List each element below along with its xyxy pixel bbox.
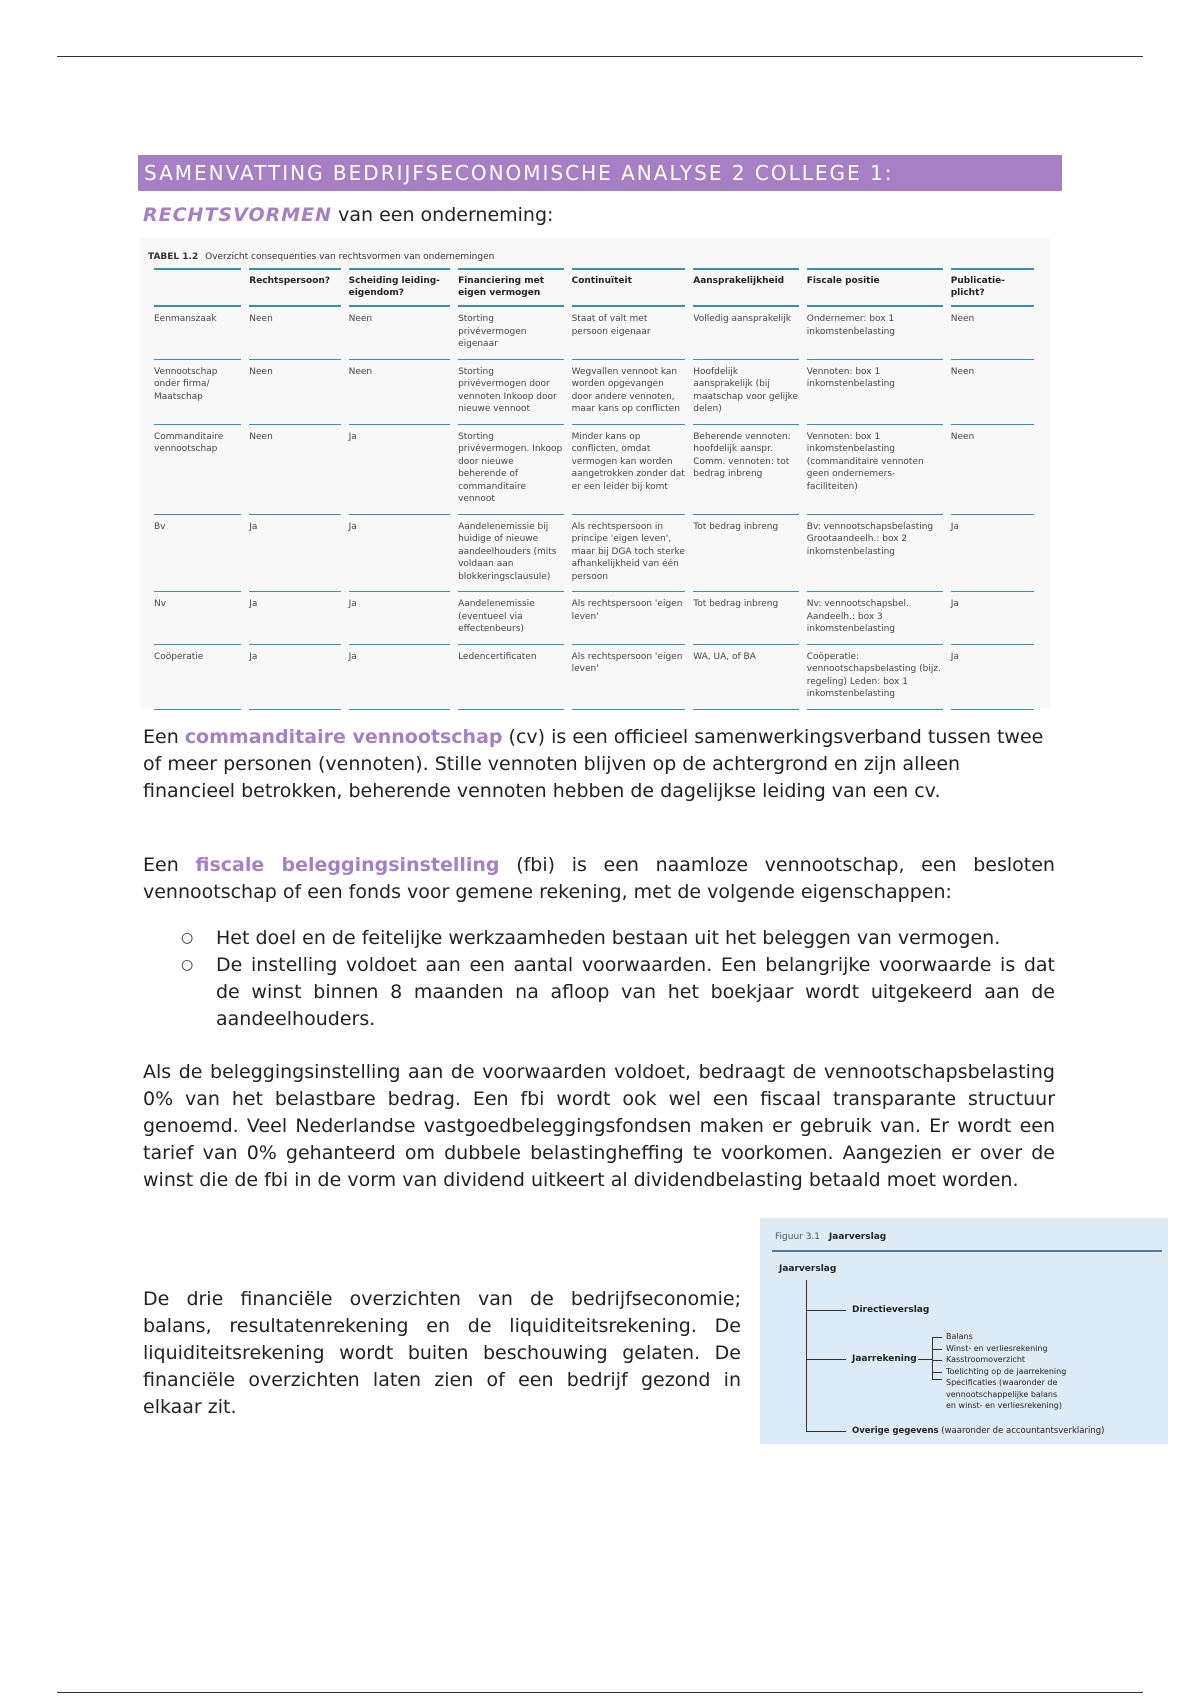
table-cell: Nv: vennootschapsbel. Aandeelh.: box 3 inkomstenbelasting bbox=[807, 592, 943, 645]
table-row bbox=[154, 645, 1034, 710]
legal-forms-table bbox=[146, 268, 1042, 710]
cv-paragraph bbox=[143, 724, 1055, 805]
table-row bbox=[154, 425, 1034, 515]
table-cell: Vennoten: box 1 inkomstenbelasting (commanditaire vennoten geen ondernemers-faciliteiten) bbox=[807, 425, 943, 515]
table-header-cell: Continuïteit bbox=[572, 268, 686, 307]
table-cell: Neen bbox=[951, 425, 1034, 515]
table-cell: Bv bbox=[154, 515, 241, 593]
table-cell: Wegvallen vennoot kan worden opgevangen door andere vennoten, maar kans op conflicten bbox=[572, 360, 686, 425]
cv-term: commanditaire vennootschap bbox=[184, 726, 503, 748]
figure-label: Figuur 3.1 bbox=[775, 1232, 821, 1242]
table-cell: Volledig aansprakelijk bbox=[693, 307, 799, 360]
table-cell: Hoofdelijk aansprakelijk (bij maatschap voor gelijke delen) bbox=[693, 360, 799, 425]
figure-title-text: Jaarverslag bbox=[828, 1232, 887, 1242]
table-cell: Neen bbox=[951, 307, 1034, 360]
figure-item: Balans bbox=[946, 1332, 973, 1341]
overview-paragraph: De drie financiële overzichten van de bedrijfseconomie; balans, resultatenrekening en de liquiditeitsrekening. De liquiditeitsrekening wordt buiten beschouwing gelaten. De financiële overzichten laten zien of een bedrijf gezond in elkaar zit. bbox=[143, 1288, 741, 1418]
table-cell: Nv bbox=[154, 592, 241, 645]
table-cell: Beherende vennoten: hoofdelijk aanspr. Comm. vennoten: tot bedrag inbreng bbox=[693, 425, 799, 515]
table-header-cell: Publicatie-plicht? bbox=[951, 268, 1034, 307]
tree-leaf-line bbox=[932, 1379, 942, 1380]
fbi-term: fiscale beleggingsinstelling bbox=[195, 854, 500, 876]
figure-overige-rest: (waaronder de accountantsverklaring) bbox=[941, 1426, 1105, 1436]
table-cell: Aandelenemissie (eventueel via effectenbeurs) bbox=[458, 592, 564, 645]
figure-item: Specificaties (waaronder de bbox=[946, 1378, 1058, 1387]
table-cell: Als rechtspersoon in principe 'eigen leven', maar bij DGA toch sterke afhankelijkheid van één persoon bbox=[572, 515, 686, 593]
table-cell: Commanditaire vennootschap bbox=[154, 425, 241, 515]
table-cell: Ja bbox=[249, 645, 340, 710]
circle-bullet-icon: ○ bbox=[181, 930, 194, 946]
table-header-cell bbox=[154, 268, 241, 307]
table-caption-text: Overzicht consequenties van rechtsvormen van ondernemingen bbox=[205, 252, 495, 262]
table-row bbox=[154, 360, 1034, 425]
table-cell: Ja bbox=[951, 592, 1034, 645]
table-cell: Tot bedrag inbreng bbox=[693, 592, 799, 645]
table-cell: Aandelenemissie bij huidige of nieuwe aandeelhouders (mits voldaan aan blokkeringsclausule) bbox=[458, 515, 564, 593]
table-header-row bbox=[154, 268, 1034, 307]
table-cell: Als rechtspersoon 'eigen leven' bbox=[572, 592, 686, 645]
fbi-paragraph bbox=[143, 852, 1055, 906]
table-cell: Neen bbox=[249, 425, 340, 515]
figure-item: Toelichting op de jaarrekening bbox=[946, 1366, 1067, 1376]
circle-bullet-icon: ○ bbox=[181, 957, 194, 973]
table-cell: Ledencertificaten bbox=[458, 645, 564, 710]
list-item bbox=[143, 952, 1055, 1033]
figure-jaarrekening-items bbox=[946, 1331, 1066, 1412]
table-cell: Neen bbox=[249, 307, 340, 360]
table-header-cell: Fiscale positie bbox=[807, 268, 943, 307]
table-cell: Ja bbox=[951, 515, 1034, 593]
header-rule bbox=[57, 56, 1143, 57]
table-header-cell: Rechtspersoon? bbox=[249, 268, 340, 307]
figure-item: Kasstroomoverzicht bbox=[946, 1355, 1026, 1364]
tax-paragraph: Als de beleggingsinstelling aan de voorwaarden voldoet, bedraagt de vennootschapsbelasting 0% van het belastbare bedrag. Een fbi wordt ook wel een fiscaal transparante structuur genoemd. Veel Nederlandse vastgoedbeleggingsfondsen maken er gebruik van. Er wordt een tarief van 0% gehanteerd om dubbele belastingheffing te voorkomen. Aangezien er over de winst die de fbi in de vorm van dividend uitkeert al dividendbelasting betaald moet worden. bbox=[143, 1061, 1055, 1191]
table-header-cell: Aansprakelijkheid bbox=[693, 268, 799, 307]
subheading-accent: RECHTSVORMEN bbox=[143, 204, 333, 226]
table-cell: Neen bbox=[951, 360, 1034, 425]
table-cell: Staat of valt met persoon eigenaar bbox=[572, 307, 686, 360]
figure-rule bbox=[772, 1250, 1162, 1252]
table-header-cell: Financiering met eigen vermogen bbox=[458, 268, 564, 307]
table-cell: Tot bedrag inbreng bbox=[693, 515, 799, 593]
table-cell: Ja bbox=[951, 645, 1034, 710]
tree-branch-line bbox=[806, 1359, 846, 1360]
figure-title bbox=[775, 1232, 886, 1242]
table-cell: Als rechtspersoon 'eigen leven' bbox=[572, 645, 686, 710]
figure-directie-label: Directieverslag bbox=[852, 1305, 930, 1315]
figure-item: vennootschappelijke balans bbox=[946, 1389, 1058, 1399]
figure-jaarrekening-label: Jaarrekening bbox=[852, 1354, 917, 1364]
table-cell: Ja bbox=[349, 515, 450, 593]
table-cell: WA, UA, of BA bbox=[693, 645, 799, 710]
cv-pre: Een bbox=[143, 726, 179, 748]
table-cell: Vennootschap onder firma/ Maatschap bbox=[154, 360, 241, 425]
fbi-properties-list bbox=[143, 925, 1055, 1033]
figure-item: en winst- en verliesrekening) bbox=[946, 1401, 1062, 1410]
figure-overige-label bbox=[852, 1426, 1104, 1436]
table-cell: Coöperatie: vennootschapsbelasting (bijz. regeling) Leden: box 1 inkomstenbelasting bbox=[807, 645, 943, 710]
table-header-cell: Scheiding leiding-eigendom? bbox=[349, 268, 450, 307]
table-cell: Storting privévermogen door vennoten Inkoop door nieuwe vennoot bbox=[458, 360, 564, 425]
table-cell: Ondernemer: box 1 inkomstenbelasting bbox=[807, 307, 943, 360]
table-caption bbox=[148, 252, 494, 262]
table-cell: Neen bbox=[249, 360, 340, 425]
table-cell: Bv: vennootschapsbelasting Grootaandeelh.: box 2 inkomstenbelasting bbox=[807, 515, 943, 593]
subheading-rest: van een onderneming: bbox=[338, 204, 554, 226]
legal-forms-table-image bbox=[140, 238, 1050, 708]
table-row bbox=[154, 307, 1034, 360]
tree-branch-line bbox=[918, 1359, 932, 1360]
table-cell: Neen bbox=[349, 307, 450, 360]
list-item bbox=[143, 925, 1055, 952]
table-cell: Ja bbox=[349, 592, 450, 645]
table-cell: Neen bbox=[349, 360, 450, 425]
fbi-post: (fbi) is een naamloze vennootschap, een besloten vennootschap of een fonds voor gemene rekening, met de volgende eigenschappen: bbox=[143, 854, 1055, 903]
list-item-text: Het doel en de feitelijke werkzaamheden bestaan uit het beleggen van vermogen. bbox=[216, 927, 1001, 949]
footer-rule bbox=[57, 1692, 1143, 1693]
tree-leaf-line bbox=[932, 1337, 942, 1338]
annual-report-figure bbox=[760, 1218, 1168, 1444]
table-cell: Minder kans op conflicten, omdat vermogen kan worden aangetrokken zonder dat er een leider bij komt bbox=[572, 425, 686, 515]
tree-branch-line bbox=[806, 1431, 846, 1432]
figure-root-label: Jaarverslag bbox=[779, 1264, 837, 1274]
table-cell: Ja bbox=[349, 645, 450, 710]
table-cell: Eenmanszaak bbox=[154, 307, 241, 360]
table-cell: Coöperatie bbox=[154, 645, 241, 710]
table-cell: Storting privévermogen. Inkoop door nieuwe beherende of commanditaire vennoot bbox=[458, 425, 564, 515]
tree-leaf-line bbox=[932, 1360, 942, 1361]
figure-item: Winst- en verliesrekening bbox=[946, 1343, 1048, 1353]
table-cell: Storting privévermogen eigenaar bbox=[458, 307, 564, 360]
table-row bbox=[154, 515, 1034, 593]
table-cell: Ja bbox=[249, 592, 340, 645]
tree-branch-line bbox=[806, 1310, 846, 1311]
figure-overige-bold: Overige gegevens bbox=[852, 1426, 939, 1436]
tree-leaf-line bbox=[932, 1372, 942, 1373]
table-cell: Ja bbox=[249, 515, 340, 593]
table-caption-label: TABEL 1.2 bbox=[148, 252, 199, 262]
table-row bbox=[154, 592, 1034, 645]
cv-post: (cv) is een officieel samenwerkingsverband tussen twee of meer personen (vennoten). Stille vennoten blijven op de achtergrond en zijn alleen financieel betrokken, beherende vennoten hebben de dagelijkse leiding van een cv. bbox=[143, 726, 1044, 802]
table-cell: Ja bbox=[349, 425, 450, 515]
tree-leaf-line bbox=[932, 1349, 942, 1350]
section-subheading bbox=[143, 204, 553, 226]
list-item-text: De instelling voldoet aan een aantal voorwaarden. Een belangrijke voorwaarde is dat de winst binnen 8 maanden na afloop van het boekjaar wordt uitgekeerd aan de aandeelhouders. bbox=[216, 954, 1055, 1030]
page-heading: SAMENVATTING BEDRIJFSECONOMISCHE ANALYSE 2 COLLEGE 1: bbox=[138, 155, 1062, 191]
tree-trunk-line bbox=[806, 1280, 807, 1432]
fbi-pre: Een bbox=[143, 854, 179, 876]
table-cell: Vennoten: box 1 inkomstenbelasting bbox=[807, 360, 943, 425]
